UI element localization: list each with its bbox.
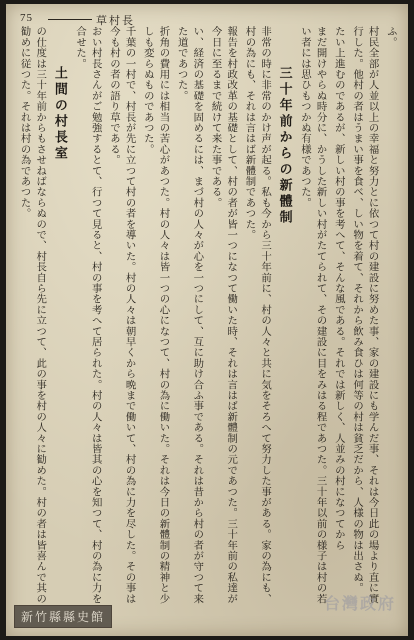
text-column: 報告を村政改革の基礎として、村の者が皆一つになつて働いた時、それは言はば新體制の元であつた。三十年前の私達が今日に至るまで続けて来た事である。 xyxy=(209,26,238,604)
text-column: まだ開けやらぬ時分に、かうした新しい村がたてられて、その建設に目をみはる程であつた。三十年以前の様子は村の若い者には思ひもつかぬ有様であつた。 xyxy=(298,26,327,604)
archive-seal: 新竹縣縣史館 xyxy=(14,605,112,628)
page-number: 75 xyxy=(20,12,33,24)
running-title: 草村長 xyxy=(96,14,135,27)
document-page xyxy=(6,4,408,636)
text-column: ふ。 xyxy=(384,26,397,48)
text-columns xyxy=(16,26,398,606)
header-rule xyxy=(48,19,92,20)
text-column: 千葉の一村で、村長が先に立つて村の者を導いた。村の人々は朝早くから晩まで働いて、村の為に力を尽した。その事は今も村の者の語り草である。 xyxy=(107,26,136,604)
text-column: い、経済の基礎を固めるには、まづ村の人々が心を一つにして、互に助け合ふ事である。それは昔から村の者が守つて来た道であつた。 xyxy=(175,26,204,604)
text-column: 非常の時に非常のかけ声が起る。私も今から三十年前に、村の人々と共に気をそろへて努力した事がある。家の為にも、村の為にも、それは言はば新體制であつた。 xyxy=(243,26,272,604)
text-column: の仕度は三十年前からもさせねばならぬので、村長自ら先に立つて、此の事を村の人々に勧めた。村の者は皆喜んで其の勧めに従つた。それは村の為であつた。 xyxy=(18,26,47,604)
text-column: たい上進むのであるが、新しい村の事を考へて、そんな風である。それでは新しく、人並みの村になつてから xyxy=(332,26,345,551)
text-column: 折角の費用には相当の苦心があつた。村の人々は皆一つの心になつて、村の為に働いた。それは今日の新體制の精神と少しも変らぬものであつた。 xyxy=(141,26,170,604)
text-column: 村民全部が人並以上の幸福と努力とに依つて村の建設に努めた事、家の建設にも学んだ事、それは今日此の場より直に實行した。他村の者はうまい事を食べ、しい物を着て、それから飲み食ひは何等の村は貧乏だから、人様の物は出さぬ。 xyxy=(351,26,379,604)
section-heading: 土間の村長室 xyxy=(51,66,67,162)
watermark: 台灣政府 xyxy=(323,594,396,613)
section-heading: 三十年前からの新體制 xyxy=(276,66,292,226)
text-column: おい村長さんがご勉強するとて、行つて見ると、村の事を考へて居られた。村の人々は皆其の心を知つて、村の為に力を合せた。 xyxy=(74,26,102,604)
